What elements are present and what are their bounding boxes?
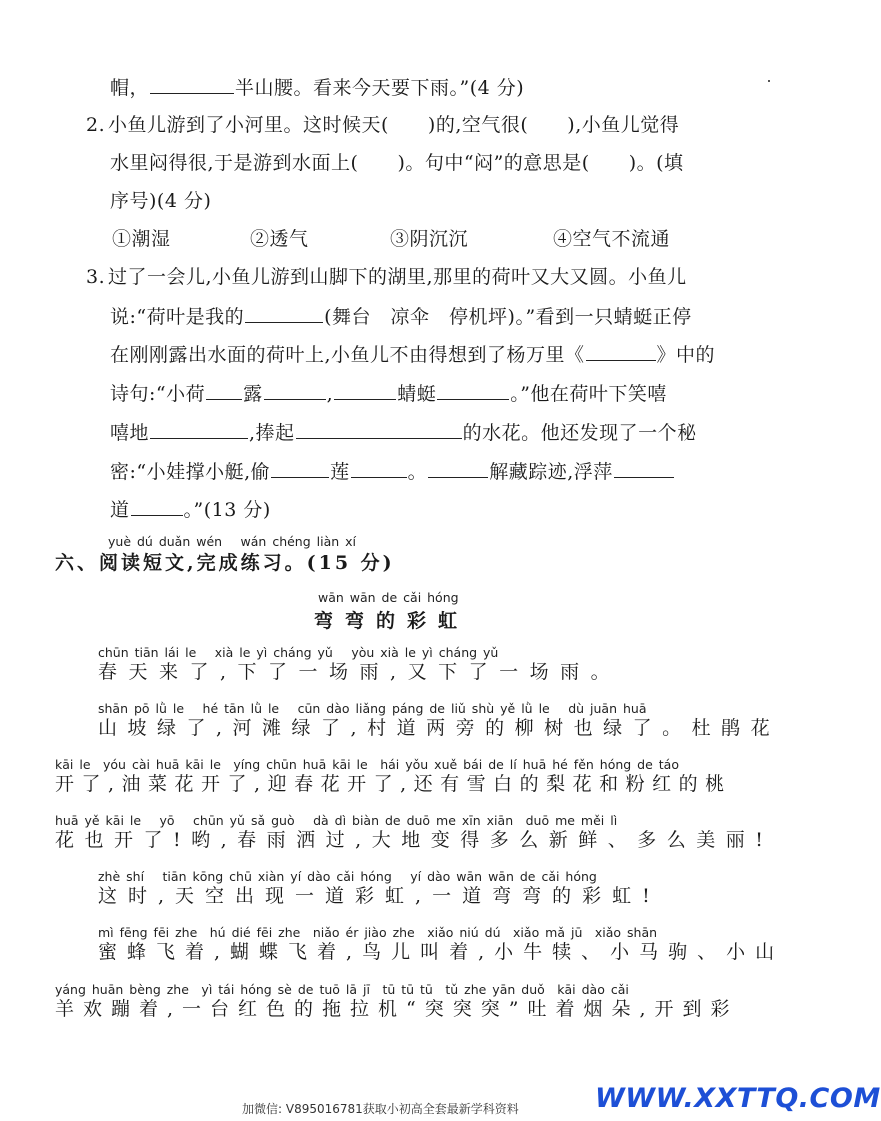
answer-blank[interactable]	[351, 459, 407, 478]
footer-contact-text: 加微信: V895016781获取小初高全套最新学科资料	[242, 1102, 519, 1116]
q3-line-6	[110, 459, 675, 484]
option-4: ④空气不流通	[553, 228, 671, 250]
q3-text: 莲	[330, 461, 350, 483]
section6-pinyin: yuè dú duǎn wén wán chéng liàn xí	[108, 534, 357, 549]
answer-blank[interactable]	[150, 420, 248, 439]
section6-heading: 六、阅读短文,完成练习。(15 分)	[55, 552, 395, 574]
answer-blank[interactable]	[245, 304, 323, 323]
text: 半山腰。看来今天要下雨。”(4 分)	[235, 77, 525, 99]
q3-text: 解藏踪迹,浮萍	[489, 461, 613, 483]
story-title-pinyin: wān wān de cǎi hóng	[318, 590, 459, 605]
story-line: 山坡绿了,河滩绿了,村道两旁的柳树也绿了。杜鹃花	[98, 717, 781, 739]
q3-line-3	[110, 342, 715, 367]
option-3: ③阴沉沉	[390, 228, 469, 250]
answer-blank[interactable]	[150, 75, 234, 94]
q3-text: 道	[110, 499, 130, 521]
answer-blank[interactable]	[296, 420, 462, 439]
answer-blank[interactable]	[206, 381, 242, 400]
story-line: 春天来了,下了一场雨,又下了一场雨。	[98, 661, 622, 683]
pinyin-line: mì fēng fēi zhe hú dié fēi zhe niǎo ér jiào zhe xiǎo niú dú xiǎo mǎ jū xiǎo shān	[98, 925, 658, 940]
q3-text: 过了一会儿,小鱼儿游到山脚下的湖里,那里的荷叶又大又圆。小鱼儿	[108, 266, 687, 288]
question-number: 2.	[86, 114, 106, 136]
answer-blank[interactable]	[334, 381, 396, 400]
option-1: ①潮湿	[112, 228, 171, 250]
q3-line-7	[110, 497, 271, 522]
pinyin-line: shān pō lǜ le hé tān lǜ le cūn dào liǎng páng de liǔ shù yě lǜ le dù juān huā	[98, 701, 647, 716]
pinyin-line: kāi le yóu cài huā kāi le yíng chūn huā kāi le hái yǒu xuě bái de lí huā hé fěn hóng de táo	[55, 757, 679, 772]
answer-blank[interactable]	[586, 342, 656, 361]
q3-line-4	[110, 381, 667, 406]
story-line: 蜜蜂飞着,蝴蝶飞着,鸟儿叫着,小牛犊、小马驹、小山	[98, 941, 785, 963]
q3-text: 的水花。他还发现了一个秘	[462, 422, 697, 444]
answer-blank[interactable]	[437, 381, 509, 400]
answer-blank[interactable]	[614, 459, 674, 478]
q3-text: 嘻地	[110, 422, 150, 444]
pinyin-line: chūn tiān lái le xià le yì cháng yǔ yòu xià le yì cháng yǔ	[98, 645, 499, 660]
story-line: 羊欢蹦着,一台红色的拖拉机“突突突”吐着烟朵,开到彩	[55, 998, 739, 1020]
answer-blank[interactable]	[264, 381, 326, 400]
footer-brand-link[interactable]: WWW.XXTTQ.COM	[595, 1083, 881, 1114]
pinyin-line: zhè shí tiān kōng chū xiàn yí dào cǎi hóng yí dào wān wān de cǎi hóng	[98, 869, 597, 884]
q3-text: 露	[243, 383, 263, 405]
q2-line-3	[110, 189, 211, 213]
pinyin-line: huā yě kāi le yō chūn yǔ sǎ guò dà dì biàn de duō me xīn xiān duō me měi lì	[55, 813, 618, 828]
q3-line-5	[110, 420, 697, 445]
q3-text: 。”(13 分)	[183, 499, 271, 521]
q3-text: (舞台 凉伞 停机坪)。”看到一只蜻蜓正停	[324, 306, 692, 328]
story-line: 这时,天空出现一道彩虹,一道弯弯的彩虹!	[98, 885, 661, 907]
q3-text: 。	[407, 461, 428, 483]
q3-text: ,	[326, 383, 334, 405]
q2-text: 小鱼儿游到了小河里。这时候天( )的,空气很( ),小鱼儿觉得	[108, 114, 680, 136]
option-2: ②透气	[250, 228, 309, 250]
story-title: 弯弯的彩虹	[314, 610, 470, 632]
answer-blank[interactable]	[428, 459, 488, 478]
q3-line-2	[110, 304, 692, 329]
q3-text: 》中的	[656, 344, 716, 366]
story-line: 开了,油菜花开了,迎春花开了,还有雪白的梨花和粉红的桃	[55, 773, 732, 795]
q2-line-1	[86, 113, 679, 137]
q3-text: 说:“荷叶是我的	[110, 306, 245, 328]
scan-dot	[768, 80, 770, 82]
q3-text: 蜻蜓	[397, 383, 437, 405]
answer-blank[interactable]	[271, 459, 329, 478]
q2-text: 水里闷得很,于是游到水面上( )。句中“闷”的意思是( )。(填	[110, 152, 684, 174]
q3-text: 在刚刚露出水面的荷叶上,小鱼儿不由得想到了杨万里《	[110, 344, 585, 366]
pinyin-line: yáng huān bèng zhe yì tái hóng sè de tuō lā jī tū tū tū tǔ zhe yān duǒ kāi dào cǎi	[55, 982, 629, 997]
q3-text: 密:“小娃撑小艇,偷	[110, 461, 271, 483]
q2-line-2	[110, 151, 684, 175]
q1-tail-line	[110, 75, 524, 100]
text: 帽，	[110, 77, 150, 99]
q3-text: 。”他在荷叶下笑嘻	[510, 383, 667, 405]
question-number: 3.	[86, 266, 106, 288]
q3-text: ,捧起	[249, 422, 295, 444]
story-line: 花也开了!哟,春雨洒过,大地变得多么新鲜、多么美丽!	[55, 829, 774, 851]
q2-text: 序号)(4 分)	[110, 190, 212, 212]
answer-blank[interactable]	[131, 497, 183, 516]
q3-line-1	[86, 265, 687, 289]
q3-text: 诗句:“小荷	[110, 383, 206, 405]
